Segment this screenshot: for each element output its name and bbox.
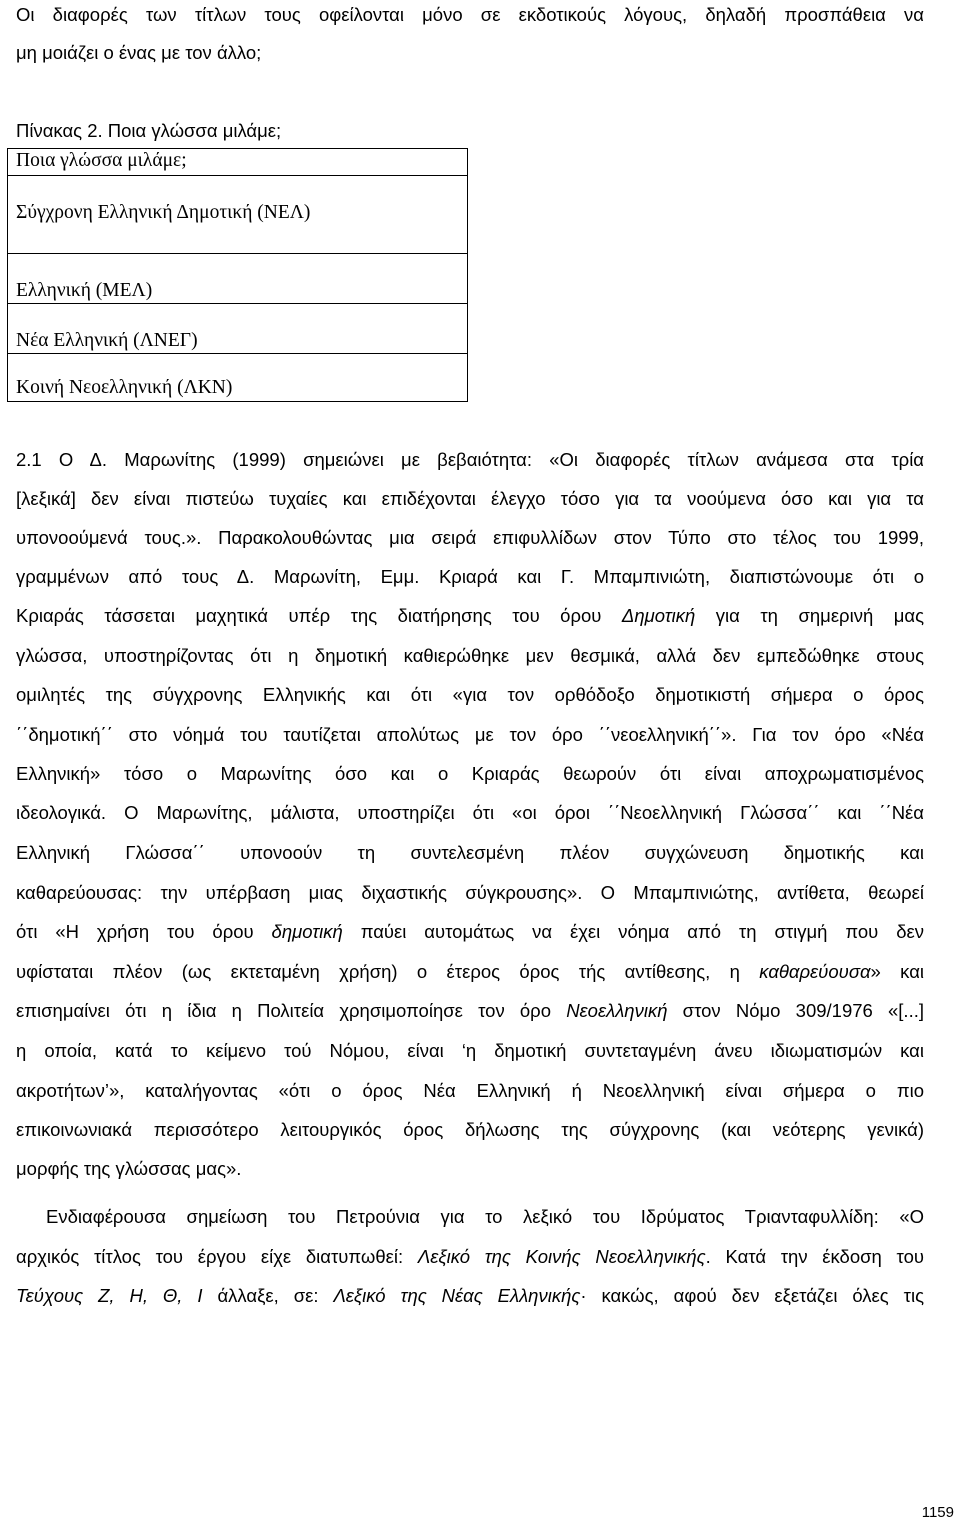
body-line: ομιλητές της σύγχρονης Ελληνικής και ότι «για τον ορθόδοξο δημοτικιστή σήμερα ο όρος — [16, 684, 924, 705]
body-line: μορφής της γλώσσας μας». — [16, 1158, 242, 1179]
italic-term: Λεξικό της Νέας Ελληνικής — [333, 1285, 581, 1306]
body-line: επισημαίνει ότι η ίδια η Πολιτεία χρησιμοποίησε τον όρο Νεοελληνική στον Νόμο 309/1976 «[...] — [16, 1000, 924, 1021]
body-line: η οποία, κατά το κείμενο τού Νόμου, είναι ‘η δημοτική συντεταγμένη άνευ ιδιωματισμών και — [16, 1040, 924, 1061]
body-line: ότι «Η χρήση του όρου δημοτική παύει αυτομάτως να έχει νόημα από τη στιγμή που δεν — [16, 921, 924, 942]
body-line: Κριαράς τάσσεται μαχητικά υπέρ της διατήρησης του όρου Δημοτική για τη σημερινή μας — [16, 605, 924, 626]
table-cell: Ελληνική (ΜΕΛ) — [16, 280, 153, 301]
body-line: Ελληνική Γλώσσα΄΄ υπονοούν τη συντελεσμένη πλέον συγχώνευση δημοτικής και — [16, 842, 924, 863]
table-cell: Ποια γλώσσα μιλάμε; — [16, 150, 187, 171]
body-line: καθαρεύουσας: την υπέρβαση μιας διχαστικής σύγκρουσης». Ο Μπαμπινιώτης, αντίθετα, θεωρεί — [16, 882, 924, 903]
table-divider — [8, 253, 467, 254]
italic-term: δημοτική — [271, 921, 343, 942]
body-line: ΄΄δημοτική΄΄ στο νόημά του ταυτίζεται απολύτως με τον όρο ΄΄νεοελληνική΄΄». Για τον όρο «Νέα — [16, 724, 924, 745]
italic-term: Τεύχους Ζ, Η, Θ, Ι — [16, 1285, 203, 1306]
body-line: επικοινωνιακά περισσότερο λειτουργικός όρος δήλωσης της σύγχρονης (και νεότερης γενικά) — [16, 1119, 924, 1140]
italic-term: Λεξικό της Κοινής Νεοελληνικής — [417, 1246, 706, 1267]
table-divider — [8, 175, 467, 176]
body-line: υπονοούμενά τους.». Παρακολουθώντας μια σειρά επιφυλλίδων στον Τύπο στο τέλος του 1999, — [16, 527, 924, 548]
table-divider — [8, 303, 467, 304]
body-line: Ελληνική» τόσο ο Μαρωνίτης όσο και ο Κριαράς θεωρούν ότι είναι αποχρωματισμένος — [16, 763, 924, 784]
body-line: γλώσσα, υποστηρίζοντας ότι η δημοτική καθιερώθηκε μεν θεσμικά, αλλά δεν εμπεδώθηκε στους — [16, 645, 924, 666]
body-line: ιδεολογικά. Ο Μαρωνίτης, μάλιστα, υποστηρίζει ότι «οι όροι ΄΄Νεοελληνική Γλώσσα΄΄ και ΄΄Νέα — [16, 802, 924, 823]
italic-term: Δημοτική — [621, 605, 696, 626]
table-cell: Κοινή Νεοελληνική (ΛΚΝ) — [16, 377, 233, 398]
italic-term: καθαρεύουσα — [759, 961, 871, 982]
body-line: αρχικός τίτλος του έργου είχε διατυπωθεί: Λεξικό της Κοινής Νεοελληνικής. Κατά την έκδοση του — [16, 1246, 924, 1267]
body-line: Ενδιαφέρουσα σημείωση του Πετρούνια για το λεξικό του Ιδρύματος Τριανταφυλλίδη: «Ο — [46, 1206, 924, 1227]
body-line: 2.1 Ο Δ. Μαρωνίτης (1999) σημειώνει με βεβαιότητα: «Οι διαφορές τίτλων ανάμεσα στα τρία — [16, 449, 924, 470]
body-line: [λεξικά] δεν είναι πιστεύω τυχαίες και επιδέχονται έλεγχο τόσο για τα νοούμενα όσο και για τα — [16, 488, 924, 509]
body-line: υφίσταται πλέον (ως εκτεταμένη χρήση) ο έτερος όρος τής αντίθεσης, η καθαρεύουσα» και — [16, 961, 924, 982]
table-divider — [8, 353, 467, 354]
intro-line-1: Οι διαφορές των τίτλων τους οφείλονται μόνο σε εκδοτικούς λόγους, δηλαδή προσπάθεια να — [16, 4, 924, 25]
italic-term: Νεοελληνική — [566, 1000, 668, 1021]
page-number: 1159 — [921, 1504, 954, 1521]
body-line: Τεύχους Ζ, Η, Θ, Ι άλλαξε, σε: Λεξικό της Νέας Ελληνικής· κακώς, αφού δεν εξετάζει όλες τις — [16, 1285, 924, 1306]
language-table — [7, 148, 468, 402]
body-line: ακροτήτων’», καταλήγοντας «ότι ο όρος Νέα Ελληνική ή Νεοελληνική είναι σήμερα ο πιο — [16, 1080, 924, 1101]
table-cell: Σύγχρονη Ελληνική Δημοτική (ΝΕΛ) — [16, 202, 311, 223]
intro-line-2: μη μοιάζει ο ένας με τον άλλο; — [16, 42, 262, 63]
body-line: γραμμένων από τους Δ. Μαρωνίτη, Εμμ. Κριαρά και Γ. Μπαμπινιώτη, διαπιστώνουμε ότι ο — [16, 566, 924, 587]
table-cell: Νέα Ελληνική (ΛΝΕΓ) — [16, 330, 198, 351]
table-caption: Πίνακας 2. Ποια γλώσσα μιλάμε; — [16, 120, 282, 141]
